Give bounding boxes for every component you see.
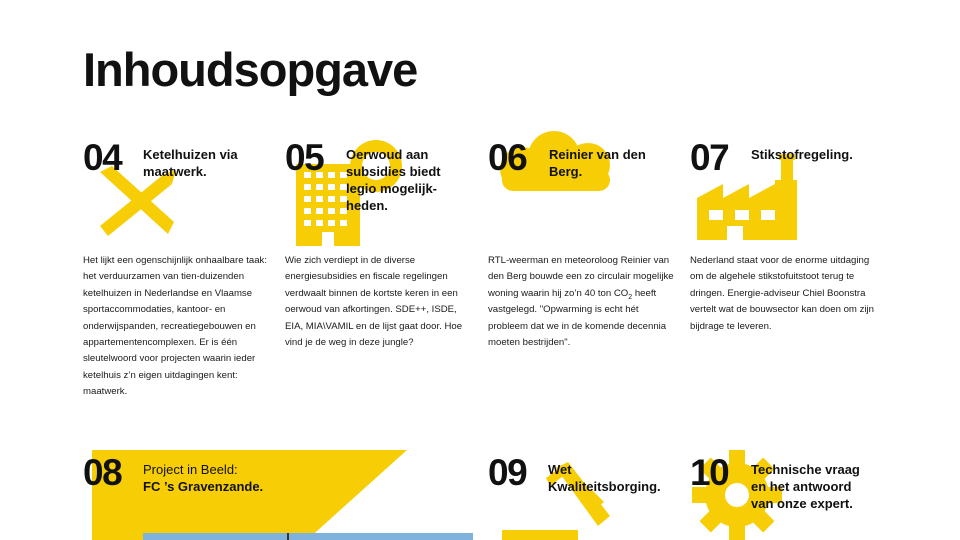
item-title: Wet Kwaliteitsborging. [548,462,661,494]
item-description: Wie zich verdiept in de diverse energiesubsidies en fiscale regelingen verdwaalt binnen de kortste keren in een oerwoud van afkortingen. SDE++, ISDE, EIA, MIA\VAMIL en de lijst gaat door. Hoe vind je de weg in deze jungle? [285,255,463,349]
item-title-line2: FC ’s Gravenzande. [143,479,264,494]
item-title-line1: Project in Beeld: [143,462,238,477]
item-number: 10 [690,452,729,493]
item-description: Het lijkt een ogenschijnlijk onhaalbare taak: het verduurzamen van tien-duizenden ketelhuizen in Nederlandse en Vlaamse sportaccommodaties, kantoor- en onderwijspanden, recreatiegebouwen en appartementencomplexen. Er is één sleutelwoord voor projecten waarin ieder ketelhuis z’n eigen uitdagingen kent: maatwerk. [83,255,267,398]
item-number: 08 [83,452,122,493]
item-number: 06 [488,137,527,178]
co2-formula: CO [613,287,629,299]
item-description: Nederland staat voor de enorme uitdaging om de algehele stikstofuitstoot terug te dringen. Energie-adviseur Chiel Boonstra vertelt wat de bouwsector kan doen om zijn bijdrage te leveren. [690,255,874,332]
item-title: Stikstofregeling. [751,147,853,162]
item-number: 04 [83,137,122,178]
description-part: heeft vastgelegd. "Opwarming is echt hét probleem dat we in de komende decennia moeten bestrijden". [488,287,667,349]
item-number: 09 [488,452,527,493]
item-title: Ketelhuizen via maatwerk. [143,147,238,179]
item-title [143,461,343,495]
item-number: 05 [285,137,324,178]
item-number: 07 [690,137,729,178]
page-title: Inhoudsopgave [83,43,418,96]
description-part: RTL-weerman en meteoroloog Reinier van den Berg bouwde een zo circulair mogelijke woning waarin hij zo’n 40 ton [488,255,674,299]
item-title: Reinier van den Berg. [549,147,646,179]
item-title: Technische vraag en het antwoord van onze expert. [751,462,860,511]
item-title: Oerwoud aan subsidies biedt legio mogelijk-heden. [346,147,441,213]
co2-subscript: 2 [628,293,633,301]
item-description [488,253,680,351]
